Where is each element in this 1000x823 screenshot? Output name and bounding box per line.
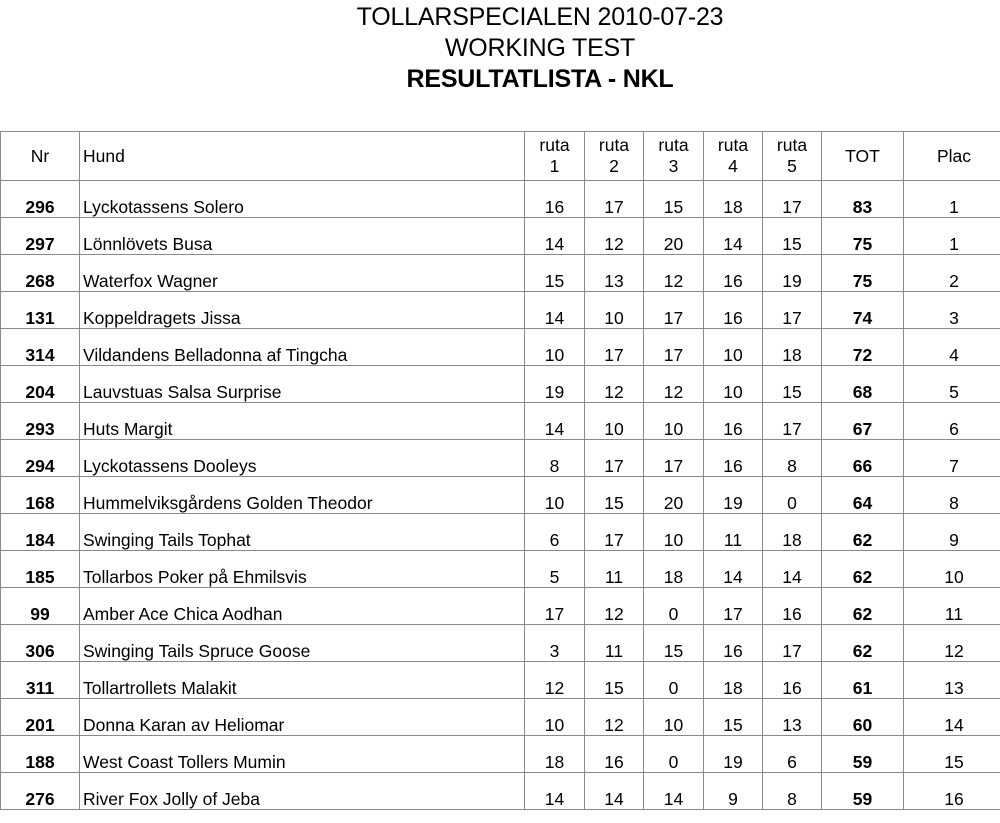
column-header-ruta-3 (644, 132, 704, 181)
cell-ruta-4: 16 (704, 625, 763, 662)
cell-ruta-1: 10 (525, 329, 585, 366)
cell-ruta-2: 12 (585, 366, 644, 403)
table-row (1, 403, 1000, 440)
cell-plac: 5 (904, 366, 1000, 403)
cell-nr: 294 (1, 440, 80, 477)
cell-ruta-5: 16 (763, 588, 822, 625)
cell-nr: 168 (1, 477, 80, 514)
cell-ruta-1: 12 (525, 662, 585, 699)
cell-nr: 185 (1, 551, 80, 588)
cell-ruta-4: 15 (704, 699, 763, 736)
cell-ruta-5: 0 (763, 477, 822, 514)
column-header-plac: Plac (904, 132, 1000, 181)
cell-ruta-4: 16 (704, 440, 763, 477)
cell-tot: 62 (822, 588, 904, 625)
cell-ruta-4: 18 (704, 181, 763, 218)
cell-ruta-4: 16 (704, 255, 763, 292)
table-row (1, 736, 1000, 773)
column-header-ruta-4 (704, 132, 763, 181)
table-row (1, 588, 1000, 625)
table-row (1, 477, 1000, 514)
cell-ruta-1: 14 (525, 773, 585, 810)
cell-ruta-5: 17 (763, 292, 822, 329)
cell-nr: 184 (1, 514, 80, 551)
cell-plac: 1 (904, 218, 1000, 255)
table-row (1, 662, 1000, 699)
cell-ruta-3: 0 (644, 662, 704, 699)
cell-nr: 306 (1, 625, 80, 662)
cell-tot: 74 (822, 292, 904, 329)
cell-ruta-4: 16 (704, 403, 763, 440)
cell-tot: 75 (822, 255, 904, 292)
cell-hund: Amber Ace Chica Aodhan (80, 588, 525, 625)
table-row (1, 218, 1000, 255)
cell-ruta-3: 17 (644, 292, 704, 329)
cell-plac: 14 (904, 699, 1000, 736)
cell-nr: 276 (1, 773, 80, 810)
table-row (1, 773, 1000, 810)
cell-plac: 15 (904, 736, 1000, 773)
cell-nr: 297 (1, 218, 80, 255)
cell-tot: 75 (822, 218, 904, 255)
table-row (1, 440, 1000, 477)
cell-ruta-2: 17 (585, 514, 644, 551)
cell-ruta-2: 11 (585, 551, 644, 588)
cell-nr: 201 (1, 699, 80, 736)
cell-hund: Lönnlövets Busa (80, 218, 525, 255)
cell-ruta-1: 16 (525, 181, 585, 218)
cell-nr: 204 (1, 366, 80, 403)
cell-tot: 60 (822, 699, 904, 736)
table-row (1, 625, 1000, 662)
cell-ruta-5: 14 (763, 551, 822, 588)
cell-ruta-1: 14 (525, 403, 585, 440)
cell-plac: 4 (904, 329, 1000, 366)
table-row (1, 255, 1000, 292)
column-header-ruta-1 (525, 132, 585, 181)
cell-ruta-5: 17 (763, 181, 822, 218)
cell-ruta-3: 15 (644, 181, 704, 218)
cell-ruta-1: 10 (525, 477, 585, 514)
cell-hund: Swinging Tails Spruce Goose (80, 625, 525, 662)
cell-ruta-1: 10 (525, 699, 585, 736)
cell-hund: Swinging Tails Tophat (80, 514, 525, 551)
cell-hund: Vildandens Belladonna af Tingcha (80, 329, 525, 366)
cell-ruta-4: 19 (704, 736, 763, 773)
cell-ruta-2: 15 (585, 477, 644, 514)
cell-hund: West Coast Tollers Mumin (80, 736, 525, 773)
cell-plac: 9 (904, 514, 1000, 551)
cell-hund: Tollarbos Poker på Ehmilsvis (80, 551, 525, 588)
column-header-ruta-5-label: ruta (776, 135, 808, 155)
cell-hund: Donna Karan av Heliomar (80, 699, 525, 736)
cell-plac: 6 (904, 403, 1000, 440)
cell-ruta-5: 13 (763, 699, 822, 736)
cell-ruta-2: 12 (585, 699, 644, 736)
column-header-ruta-2-label: ruta (598, 135, 630, 155)
column-header-ruta-2 (585, 132, 644, 181)
table-row (1, 329, 1000, 366)
cell-nr: 268 (1, 255, 80, 292)
cell-ruta-1: 19 (525, 366, 585, 403)
column-header-ruta-1-number: 1 (549, 156, 560, 176)
cell-ruta-4: 10 (704, 366, 763, 403)
cell-ruta-4: 18 (704, 662, 763, 699)
cell-ruta-5: 18 (763, 329, 822, 366)
event-subtitle: WORKING TEST (444, 34, 636, 62)
cell-tot: 68 (822, 366, 904, 403)
cell-ruta-1: 5 (525, 551, 585, 588)
column-header-ruta-5 (763, 132, 822, 181)
cell-nr: 311 (1, 662, 80, 699)
column-header-hund: Hund (80, 132, 525, 181)
cell-ruta-1: 18 (525, 736, 585, 773)
cell-ruta-5: 17 (763, 625, 822, 662)
table-header-row (1, 132, 1000, 181)
cell-ruta-5: 16 (763, 662, 822, 699)
table-row (1, 366, 1000, 403)
cell-ruta-4: 14 (704, 218, 763, 255)
cell-ruta-2: 12 (585, 218, 644, 255)
cell-hund: Lyckotassens Solero (80, 181, 525, 218)
cell-nr: 188 (1, 736, 80, 773)
cell-ruta-4: 9 (704, 773, 763, 810)
cell-ruta-5: 19 (763, 255, 822, 292)
cell-nr: 293 (1, 403, 80, 440)
cell-ruta-3: 10 (644, 403, 704, 440)
results-table (0, 131, 1000, 810)
cell-ruta-1: 17 (525, 588, 585, 625)
cell-hund: Lauvstuas Salsa Surprise (80, 366, 525, 403)
cell-ruta-2: 17 (585, 329, 644, 366)
cell-ruta-5: 8 (763, 440, 822, 477)
cell-ruta-3: 20 (644, 477, 704, 514)
cell-ruta-3: 15 (644, 625, 704, 662)
results-title: RESULTATLISTA - NKL (406, 65, 674, 93)
cell-ruta-3: 0 (644, 736, 704, 773)
cell-plac: 8 (904, 477, 1000, 514)
cell-nr: 314 (1, 329, 80, 366)
cell-plac: 16 (904, 773, 1000, 810)
cell-ruta-3: 18 (644, 551, 704, 588)
cell-ruta-2: 13 (585, 255, 644, 292)
cell-ruta-3: 14 (644, 773, 704, 810)
cell-nr: 131 (1, 292, 80, 329)
cell-ruta-2: 17 (585, 440, 644, 477)
event-title: TOLLARSPECIALEN 2010-07-23 (356, 3, 724, 31)
cell-tot: 67 (822, 403, 904, 440)
column-header-ruta-4-label: ruta (717, 135, 749, 155)
cell-ruta-3: 12 (644, 366, 704, 403)
cell-plac: 13 (904, 662, 1000, 699)
cell-tot: 61 (822, 662, 904, 699)
cell-plac: 10 (904, 551, 1000, 588)
cell-tot: 62 (822, 514, 904, 551)
cell-ruta-5: 15 (763, 218, 822, 255)
table-row (1, 292, 1000, 329)
cell-ruta-5: 8 (763, 773, 822, 810)
cell-tot: 64 (822, 477, 904, 514)
cell-tot: 72 (822, 329, 904, 366)
cell-hund: River Fox Jolly of Jeba (80, 773, 525, 810)
cell-plac: 1 (904, 181, 1000, 218)
cell-ruta-1: 14 (525, 292, 585, 329)
cell-ruta-5: 18 (763, 514, 822, 551)
cell-nr: 296 (1, 181, 80, 218)
cell-ruta-2: 10 (585, 292, 644, 329)
cell-tot: 62 (822, 625, 904, 662)
cell-ruta-3: 0 (644, 588, 704, 625)
cell-plac: 2 (904, 255, 1000, 292)
table-row (1, 699, 1000, 736)
cell-ruta-3: 10 (644, 699, 704, 736)
cell-tot: 83 (822, 181, 904, 218)
cell-tot: 62 (822, 551, 904, 588)
cell-ruta-3: 17 (644, 440, 704, 477)
cell-tot: 59 (822, 773, 904, 810)
column-header-tot: TOT (822, 132, 904, 181)
cell-ruta-1: 14 (525, 218, 585, 255)
cell-hund: Lyckotassens Dooleys (80, 440, 525, 477)
column-header-ruta-3-label: ruta (658, 135, 689, 155)
cell-ruta-2: 12 (585, 588, 644, 625)
cell-ruta-3: 10 (644, 514, 704, 551)
cell-ruta-4: 16 (704, 292, 763, 329)
column-header-ruta-1-label: ruta (539, 135, 570, 155)
table-row (1, 181, 1000, 218)
cell-hund: Huts Margit (80, 403, 525, 440)
cell-ruta-3: 12 (644, 255, 704, 292)
cell-hund: Waterfox Wagner (80, 255, 525, 292)
cell-ruta-1: 15 (525, 255, 585, 292)
cell-ruta-3: 20 (644, 218, 704, 255)
cell-plac: 11 (904, 588, 1000, 625)
cell-tot: 66 (822, 440, 904, 477)
cell-plac: 3 (904, 292, 1000, 329)
cell-hund: Tollartrollets Malakit (80, 662, 525, 699)
cell-ruta-5: 6 (763, 736, 822, 773)
cell-ruta-1: 3 (525, 625, 585, 662)
cell-ruta-5: 17 (763, 403, 822, 440)
cell-ruta-2: 11 (585, 625, 644, 662)
cell-ruta-2: 14 (585, 773, 644, 810)
cell-plac: 7 (904, 440, 1000, 477)
table-row (1, 551, 1000, 588)
cell-ruta-2: 15 (585, 662, 644, 699)
column-header-ruta-4-number: 4 (728, 156, 738, 176)
column-header-ruta-5-number: 5 (787, 156, 797, 176)
cell-ruta-3: 17 (644, 329, 704, 366)
cell-ruta-5: 15 (763, 366, 822, 403)
cell-hund: Koppeldragets Jissa (80, 292, 525, 329)
table-row (1, 514, 1000, 551)
cell-ruta-2: 16 (585, 736, 644, 773)
cell-ruta-1: 8 (525, 440, 585, 477)
cell-ruta-4: 14 (704, 551, 763, 588)
cell-ruta-4: 10 (704, 329, 763, 366)
cell-nr: 99 (1, 588, 80, 625)
cell-ruta-2: 10 (585, 403, 644, 440)
cell-ruta-4: 19 (704, 477, 763, 514)
cell-plac: 12 (904, 625, 1000, 662)
cell-ruta-2: 17 (585, 181, 644, 218)
column-header-ruta-3-number: 3 (668, 156, 679, 176)
cell-ruta-4: 11 (704, 514, 763, 551)
results-body (1, 181, 1000, 810)
column-header-nr: Nr (1, 132, 80, 181)
cell-hund: Hummelviksgårdens Golden Theodor (80, 477, 525, 514)
cell-tot: 59 (822, 736, 904, 773)
cell-ruta-1: 6 (525, 514, 585, 551)
column-header-ruta-2-number: 2 (609, 156, 619, 176)
cell-ruta-4: 17 (704, 588, 763, 625)
document-header (0, 2, 1000, 95)
